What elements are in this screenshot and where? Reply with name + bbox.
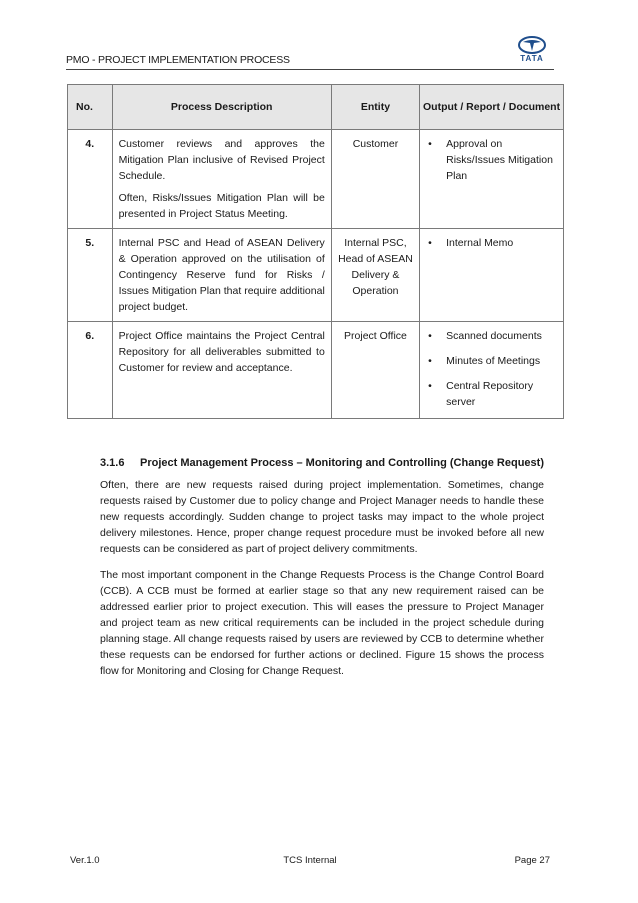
column-header-output: Output / Report / Document xyxy=(420,85,564,130)
column-header-no: No. xyxy=(68,85,113,130)
description-paragraph: Often, Risks/Issues Mitigation Plan will be presented in Project Status Meeting. xyxy=(118,192,325,220)
row-output xyxy=(420,130,564,229)
column-header-entity: Entity xyxy=(331,85,419,130)
row-entity: Internal PSC, Head of ASEAN Delivery & Operation xyxy=(331,229,419,322)
row-description xyxy=(112,322,331,419)
output-item: • Internal Memo xyxy=(426,235,557,251)
row-description xyxy=(112,130,331,229)
row-output xyxy=(420,229,564,322)
body-paragraph: Often, there are new requests raised during project implementation. Sometimes, change requests raised by Customer due to policy change and Project Manager needs to handle these new requests accordingly. Sudden change to project tasks may impact to the whole project delivery milestones. Hence, proper change request procedure must be invoked before all new requests can be considered as part of project delivery commitments. xyxy=(100,479,544,555)
description-paragraph: Customer reviews and approves the Mitigation Plan inclusive of Revised Project Schedule. xyxy=(118,138,325,182)
table-row xyxy=(68,322,564,419)
output-item: • Scanned documents xyxy=(426,328,557,344)
row-number: 4. xyxy=(68,130,113,229)
section-number: 3.1.6 xyxy=(100,457,125,469)
row-number: 6. xyxy=(68,322,113,419)
row-entity: Project Office xyxy=(331,322,419,419)
header-divider xyxy=(66,69,554,70)
table-header-row xyxy=(68,85,564,130)
output-item: • Central Repository server xyxy=(426,378,557,410)
description-paragraph: Internal PSC and Head of ASEAN Delivery & Operation approved on the utilisation of Contingency Reserve fund for Risks / Issues Mitigation Plan that require additional project budget. xyxy=(118,237,325,313)
footer-page-number: Page 27 xyxy=(514,855,550,866)
output-item: • Approval on Risks/Issues Mitigation Plan xyxy=(426,136,557,184)
description-paragraph: Project Office maintains the Project Central Repository for all deliverables submitted to Customer for review and acceptance. xyxy=(118,330,325,374)
output-item: • Minutes of Meetings xyxy=(426,353,557,369)
table-row xyxy=(68,130,564,229)
page-header xyxy=(66,46,554,70)
row-output xyxy=(420,322,564,419)
table-row xyxy=(68,229,564,322)
logo-text: TATA xyxy=(520,54,544,63)
tata-logo-icon xyxy=(510,36,554,66)
section-3-1-6 xyxy=(100,455,544,689)
footer-classification: TCS Internal xyxy=(283,855,337,866)
row-number: 5. xyxy=(68,229,113,322)
body-paragraph: The most important component in the Change Requests Process is the Change Control Board (CCB). A CCB must be formed at earlier stage so that any new requirement raised can be addressed earlier prior to project execution. This will eases the pressure to Project Manager and project team as new critical requirements can be included in the project schedule during planning stage. All change requests raised by users are reviewed by CCB to determine whether these requests can be endorsed for further actions or declined. Figure 15 shows the process flow for Monitoring and Closing for Change Request. xyxy=(100,569,544,677)
footer-version: Ver.1.0 xyxy=(70,855,100,866)
section-heading xyxy=(100,455,544,471)
column-header-description: Process Description xyxy=(112,85,331,130)
row-entity: Customer xyxy=(331,130,419,229)
process-table xyxy=(67,84,564,419)
document-title: PMO - PROJECT IMPLEMENTATION PROCESS xyxy=(66,54,290,66)
row-description xyxy=(112,229,331,322)
section-title: Project Management Process – Monitoring and Controlling (Change Request) xyxy=(140,457,544,469)
